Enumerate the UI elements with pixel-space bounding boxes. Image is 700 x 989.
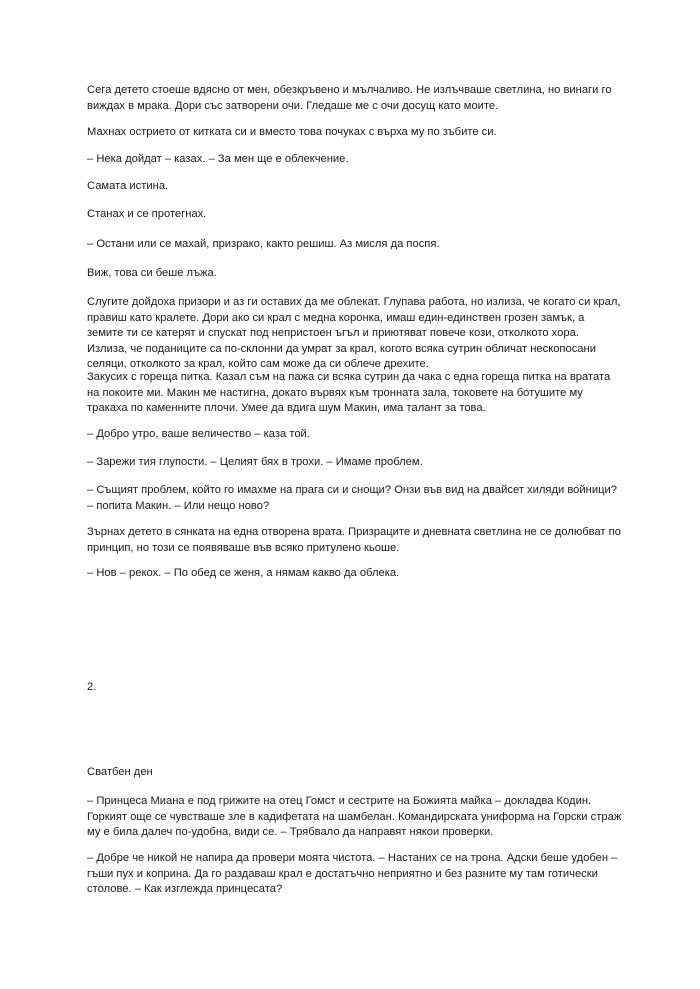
paragraph-getting-married: – Нов – рекох. – По обед се женя, а нямам какво да облека.: [87, 567, 400, 579]
chapter-title: Сватбен ден: [87, 766, 153, 778]
chapter-number: 2.: [87, 681, 97, 693]
paragraph-same-problem-question: – Същият проблем, който го имахме на прага си и снощи? Онзи във вид на двайсет хиляди войници? – попита Макин. – Или нещо ново?: [87, 484, 617, 512]
paragraph-that-was-a-lie: Виж, това си беше лъжа.: [87, 267, 217, 279]
paragraph-child-in-shadow: Зърнах детето в сянката на една отворена врата. Призраците и дневната светлина не се долюбват по принцип, но този се появяваше във всяко притулено кьоше.: [87, 526, 621, 554]
paragraph-we-have-a-problem: – Зарежи тия глупости. – Целият бях в трохи. – Имаме проблем.: [87, 456, 423, 468]
paragraph-on-the-throne: – Добре че никой не напира да провери моята чистота. – Настаних се на трона. Адски беше удобен – гъши пух и коприна. Да го раздаваш крал е достатъчно неприятно и без разните му там готически столове. – Как изглежда принцесата?: [87, 852, 618, 895]
paragraph-child-beside-me: Сега детето стоеше вдясно от мен, обезкръвено и мълчаливо. Не излъчваше светлина, но винаги го виждах в мрака. Дори със затворени очи. Гледаше ме с очи досущ като моите.: [87, 84, 612, 112]
paragraph-breakfast-hot-bun: Закусих с гореща питка. Казал съм на пажа си всяка сутрин да чака с една гореща питка на вратата на покоите ми. Макин ме настигна, докато вървях към тронната зала, токовете на ботушите му тракаха по каменните плочи. Умее да вдига шум Макин, има талант за това.: [87, 371, 611, 414]
paragraph-the-truth: Самата истина.: [87, 180, 169, 192]
paragraph-stood-and-stretched: Станах и се протегнах.: [87, 208, 207, 220]
paragraph-blade-from-wrist: Махнах острието от китката си и вместо това почуках с върха му по зъбите си.: [87, 126, 497, 138]
paragraph-servants-dressed-me: Слугите дойдоха призори и аз ги оставих да ме облекат. Глупава работа, но излиза, че когато си крал, правиш като кралете. Дори ако си крал с медна коронка, имаш един-единствен грозен замък, а земите ти се катерят и спускат под непристоен ъгъл и приютяват повече кози, отколкото хора. Излиза, че поданиците са по-склонни да умрат за крал, когото всяка сутрин обличат нескопосани селяци, отколкото за крал, който сам може да си облече дрехите.: [87, 296, 621, 370]
paragraph-stay-or-go-ghost: – Остани или се махай, призрако, както решиш. Аз мисля да поспя.: [87, 238, 440, 250]
paragraph-princess-miana-report: – Принцеса Миана е под грижите на отец Гомст и сестрите на Божията майка – докладва Кодин. Горкият още се чувстваше зле в кадифетата на шамбелан. Командирската униформа на Горски страж му е била далеч по-удобна, види се. – Трябвало да направят някои проверки.: [87, 795, 622, 838]
paragraph-let-them-come: – Нека дойдат – казах. – За мен ще е облекчение.: [87, 153, 349, 165]
paragraph-good-morning-majesty: – Добро утро, ваше величество – каза той.: [87, 428, 310, 440]
